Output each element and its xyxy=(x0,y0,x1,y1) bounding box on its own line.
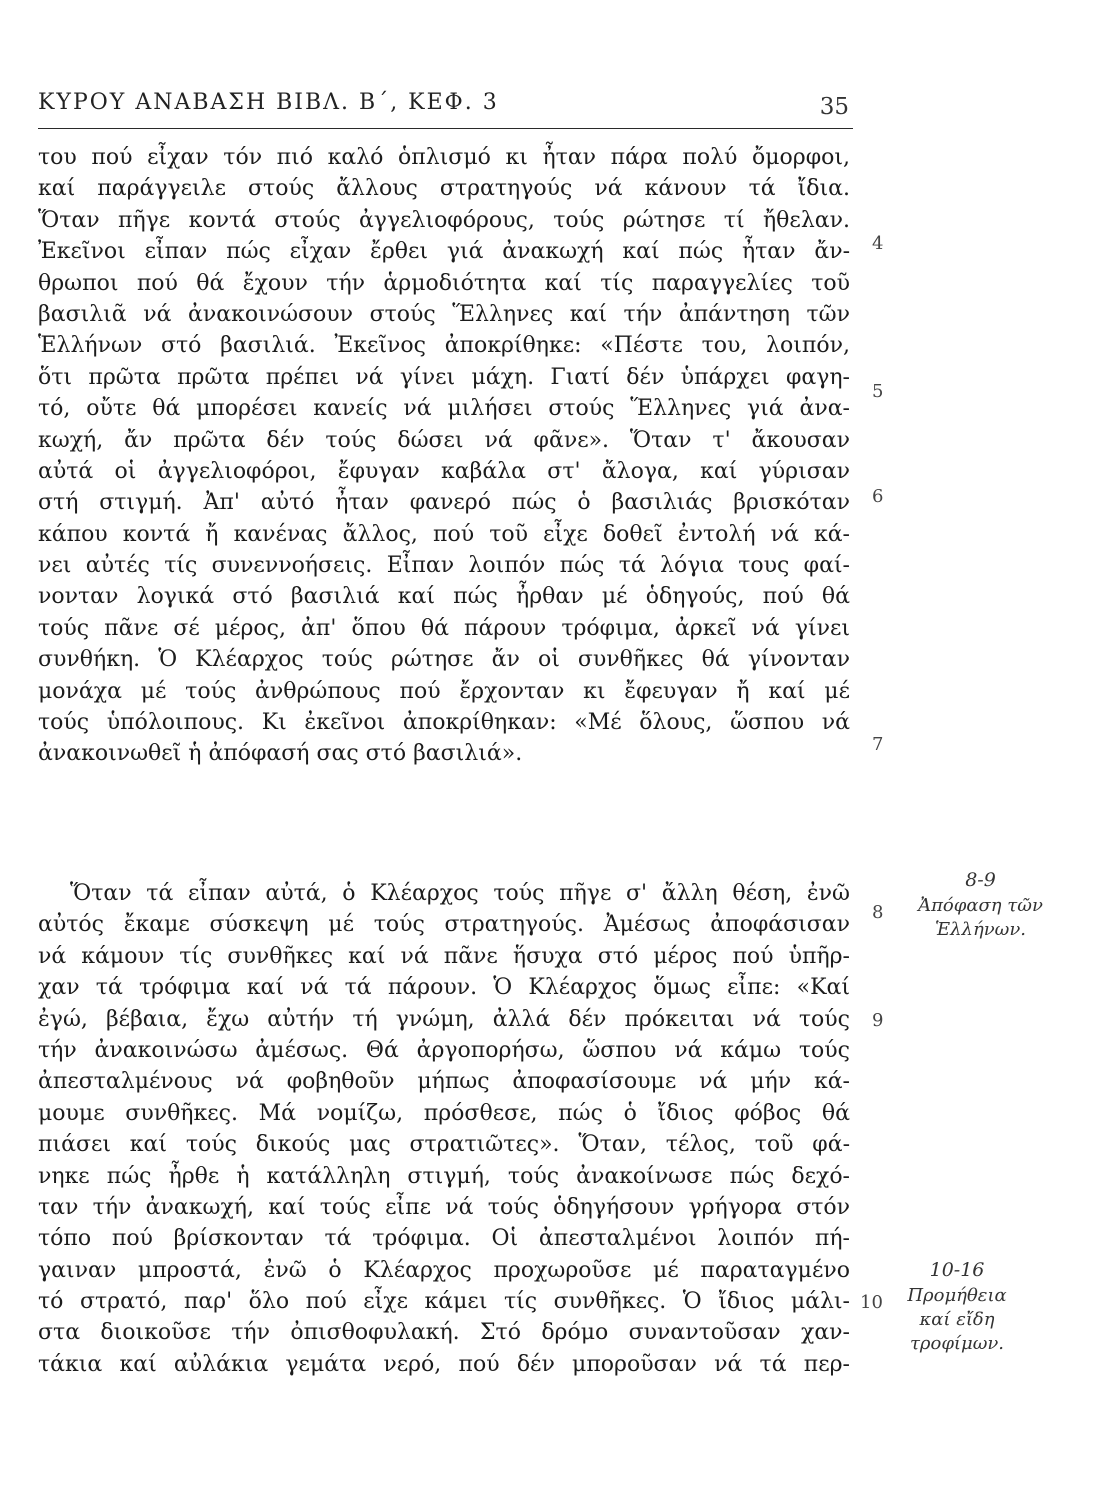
section-number: 8 xyxy=(872,902,884,923)
section-number: 5 xyxy=(872,381,884,402)
text-line: ἀνακοινωθεῖ ἡ ἀπόφασή σας στό βασιλιά». xyxy=(38,741,523,767)
page-number: 35 xyxy=(819,94,849,120)
text-line: τήν ἀνακοινώσω ἀμέσως. Θά ἀργοπορήσω, ὥσπου νά κάμω τούς xyxy=(38,1037,850,1063)
text-line: ἐγώ, βέβαια, ἔχω αὐτήν τή γνώμη, ἀλλά δέν πρόκειται νά τούς xyxy=(38,1006,850,1032)
marginal-note-line: τροφίμων. xyxy=(909,1333,1005,1354)
running-title: ΚΥΡΟΥ ΑΝΑΒΑΣΗ ΒΙΒΛ. Β΄, ΚΕΦ. 3 xyxy=(38,90,499,115)
running-header xyxy=(38,88,853,129)
section-number: 10 xyxy=(860,1292,883,1313)
text-line: τάκια καί αὐλάκια γεμάτα νερό, πού δέν μποροῦσαν νά τά περ- xyxy=(38,1351,850,1377)
text-line: θρωποι πού θά ἔχουν τήν ἁρμοδιότητα καί τίς παραγγελίες τοῦ xyxy=(38,270,850,296)
text-line: τούς ὑπόλοιπους. Κι ἐκεῖνοι ἀποκρίθηκαν: «Μέ ὅλους, ὥσπου νά xyxy=(38,710,850,736)
paragraph-1 xyxy=(38,142,850,770)
text-line: νά κάμουν τίς συνθῆκες καί νά πᾶνε ἥσυχα στό μέρος πού ὑπῆρ- xyxy=(38,943,850,969)
text-line: κάπου κοντά ἤ κανένας ἄλλος, πού τοῦ εἶχε δοθεῖ ἐντολή νά κά- xyxy=(38,521,850,547)
text-line: ὅτι πρῶτα πρῶτα πρέπει νά γίνει μάχη. Γιατί δέν ὑπάρχει φαγη- xyxy=(38,364,850,390)
text-line: αὐτός ἔκαμε σύσκεψη μέ τούς στρατηγούς. Ἀμέσως ἀποφάσισαν xyxy=(38,912,850,938)
text-line: τούς πᾶνε σέ μέρος, ἀπ' ὅπου θά πάρουν τρόφιμα, ἀρκεῖ νά γίνει xyxy=(38,615,850,641)
section-number: 7 xyxy=(872,734,884,755)
text-line: αὐτά οἱ ἀγγελιοφόροι, ἔφυγαν καβάλα στ' ἄλογα, καί γύρισαν xyxy=(38,458,850,484)
section-number: 6 xyxy=(872,486,884,507)
text-line: ταν τήν ἀνακωχή, καί τούς εἶπε νά τούς ὁδηγήσουν γρήγορα στόν xyxy=(38,1194,850,1220)
section-number: 9 xyxy=(872,1010,884,1031)
marginal-note-range: 8-9 xyxy=(965,869,996,891)
text-line: νει αὐτές τίς συνεννοήσεις. Εἶπαν λοιπόν πώς τά λόγια τους φαί- xyxy=(38,553,850,579)
text-line: νονταν λογικά στό βασιλιά καί πώς ἦρθαν μέ ὁδηγούς, πού θά xyxy=(38,584,850,610)
text-line: μουμε συνθῆκες. Μά νομίζω, πρόσθεσε, πώς ὁ ἴδιος φόβος θά xyxy=(38,1100,850,1126)
text-line: χαν τά τρόφιμα καί νά τά πάρουν. Ὁ Κλέαρχος ὅμως εἶπε: «Καί xyxy=(38,975,850,1001)
text-line: γαιναν μπροστά, ἐνῶ ὁ Κλέαρχος προχωροῦσε μέ παραταγμένο xyxy=(38,1257,850,1283)
marginal-note-line: καί εἴδη xyxy=(919,1309,995,1330)
text-line: Ἐκεῖνοι εἶπαν πώς εἶχαν ἔρθει γιά ἀνακωχή καί πώς ἦταν ἄν- xyxy=(38,239,850,265)
text-line: συνθήκη. Ὁ Κλέαρχος τούς ρώτησε ἄν οἱ συνθῆκες θά γίνονταν xyxy=(38,647,850,673)
text-line: νηκε πώς ἦρθε ἡ κατάλληλη στιγμή, τούς ἀνακοίνωσε πώς δεχό- xyxy=(38,1163,850,1189)
text-line: καί παράγγειλε στούς ἄλλους στρατηγούς νά κάνουν τά ἴδια. xyxy=(38,176,850,202)
marginal-note xyxy=(898,868,1063,942)
marginal-note-line: Ἑλλήνων. xyxy=(934,919,1027,940)
text-line: του πού εἶχαν τόν πιό καλό ὁπλισμό κι ἦταν πάρα πολύ ὄμορφοι, xyxy=(38,145,850,170)
text-line: βασιλιᾶ νά ἀνακοινώσουν στούς Ἕλληνες καί τήν ἀπάντηση τῶν xyxy=(38,301,850,327)
text-line: τόπο πού βρίσκονταν τά τρόφιμα. Οἱ ἀπεσταλμένοι λοιπόν πή- xyxy=(38,1226,850,1252)
text-line: μονάχα μέ τούς ἀνθρώπους πού ἔρχονταν κι ἔφευγαν ἤ καί μέ xyxy=(38,678,850,704)
text-line: ἀπεσταλμένους νά φοβηθοῦν μήπως ἀποφασίσουμε νά μήν κά- xyxy=(38,1069,850,1095)
text-line: Ἑλλήνων στό βασιλιά. Ἐκεῖνος ἀποκρίθηκε: «Πέστε του, λοιπόν, xyxy=(38,333,850,359)
section-number: 4 xyxy=(872,233,884,254)
marginal-note xyxy=(892,1258,1022,1356)
marginal-note-line: Ἀπόφαση τῶν xyxy=(918,895,1043,916)
paragraph-2 xyxy=(38,878,850,1380)
marginal-note-range: 10-16 xyxy=(929,1259,985,1281)
text-line: κωχή, ἄν πρῶτα δέν τούς δώσει νά φᾶνε». Ὅταν τ' ἄκουσαν xyxy=(38,427,850,453)
text-line: στή στιγμή. Ἀπ' αὐτό ἦταν φανερό πώς ὁ βασιλιάς βρισκόταν xyxy=(38,490,850,516)
text-line: πιάσει καί τούς δικούς μας στρατιῶτες». Ὅταν, τέλος, τοῦ φά- xyxy=(38,1132,850,1158)
text-line: τό, οὔτε θά μπορέσει κανείς νά μιλήσει στούς Ἕλληνες γιά ἀνα- xyxy=(38,396,850,422)
text-line: Ὅταν πῆγε κοντά στούς ἀγγελιοφόρους, τούς ρώτησε τί ἤθελαν. xyxy=(38,207,850,233)
text-line: Ὅταν τά εἶπαν αὐτά, ὁ Κλέαρχος τούς πῆγε σ' ἄλλη θέση, ἐνῶ xyxy=(70,881,850,906)
marginal-note-line: Προμήθεια xyxy=(907,1285,1007,1306)
text-line: στα διοικοῦσε τήν ὀπισθοφυλακή. Στό δρόμο συναντοῦσαν χαν- xyxy=(38,1320,850,1346)
text-line: τό στρατό, παρ' ὅλο πού εἶχε κάμει τίς συνθῆκες. Ὁ ἴδιος μάλι- xyxy=(38,1289,850,1315)
